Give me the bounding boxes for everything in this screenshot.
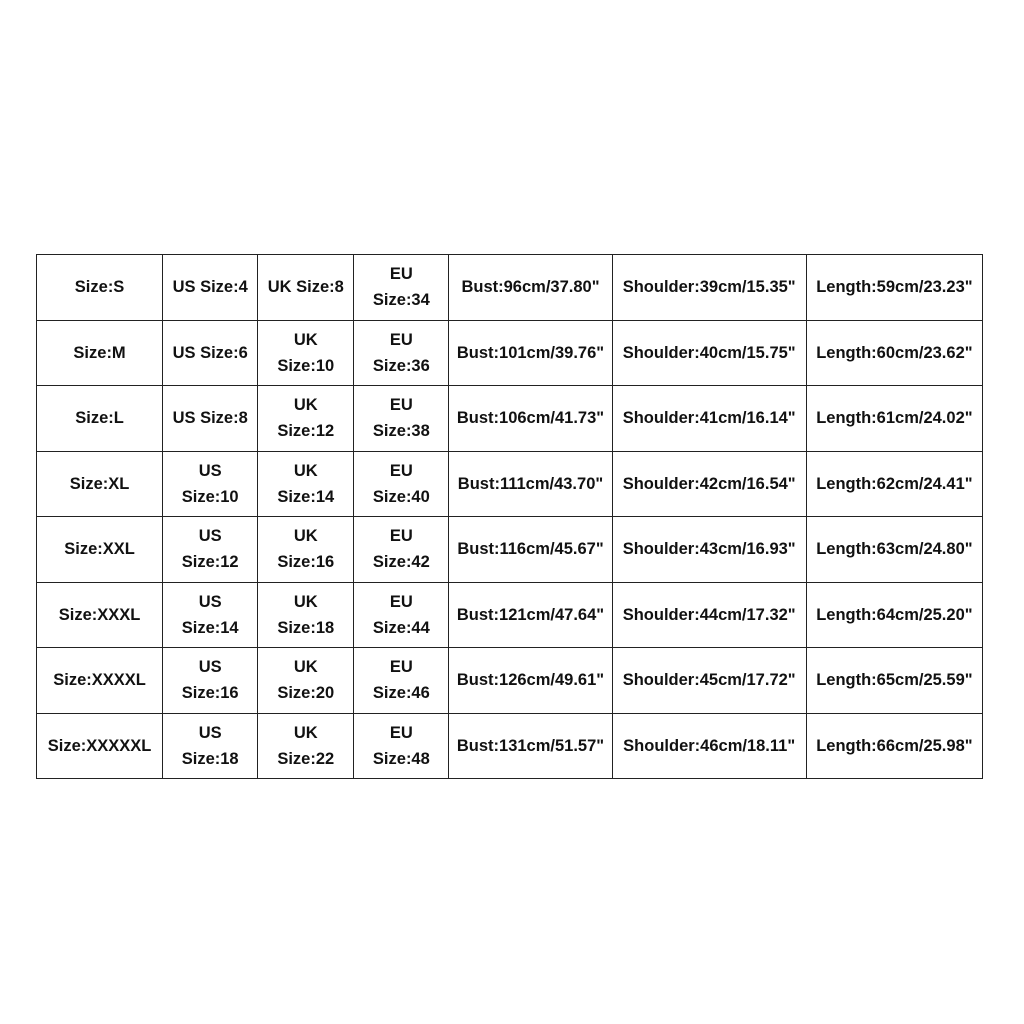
uk-size-label: UK Size:22 [277,723,335,768]
length-label: Length:66cm/25.98" [816,736,973,755]
shoulder-label: Shoulder:41cm/16.14" [622,409,796,428]
shoulder-cell [612,451,806,517]
uk-size-cell [258,451,354,517]
uk-size-label: UK Size:8 [267,278,344,297]
size-label: Size:L [75,409,124,428]
length-cell [806,386,982,452]
shoulder-label: Shoulder:40cm/15.75" [622,343,796,362]
size-cell [37,648,163,714]
size-chart-body [37,255,983,779]
us-size-label: US Size:10 [181,461,239,506]
uk-size-cell [258,320,354,386]
bust-label: Bust:96cm/37.80" [461,278,600,297]
bust-label: Bust:101cm/39.76" [456,343,605,362]
uk-size-cell [258,517,354,583]
table-row [37,648,983,714]
bust-cell [449,582,612,648]
shoulder-label: Shoulder:45cm/17.72" [622,671,796,690]
length-cell [806,255,982,321]
shoulder-cell [612,517,806,583]
eu-size-cell [354,386,449,452]
shoulder-cell [612,255,806,321]
uk-size-cell [258,648,354,714]
size-cell [37,582,163,648]
us-size-cell [163,255,258,321]
shoulder-cell [612,320,806,386]
size-cell [37,320,163,386]
size-cell [37,451,163,517]
shoulder-label: Shoulder:44cm/17.32" [622,605,796,624]
table-row [37,255,983,321]
uk-size-label: UK Size:16 [277,527,335,572]
eu-size-label: EU Size:40 [372,461,430,506]
bust-cell [449,648,612,714]
us-size-cell [163,517,258,583]
eu-size-label: EU Size:48 [372,723,430,768]
uk-size-cell [258,713,354,779]
shoulder-cell [612,386,806,452]
shoulder-label: Shoulder:42cm/16.54" [622,474,796,493]
bust-label: Bust:126cm/49.61" [456,671,605,690]
bust-label: Bust:121cm/47.64" [456,605,605,624]
size-label: Size:XXL [64,540,135,559]
shoulder-label: Shoulder:39cm/15.35" [622,278,796,297]
size-cell [37,386,163,452]
eu-size-label: EU Size:44 [372,592,430,637]
shoulder-label: Shoulder:43cm/16.93" [622,540,796,559]
us-size-cell [163,648,258,714]
size-label: Size:XXXXL [53,671,146,690]
us-size-cell [163,713,258,779]
size-cell [37,517,163,583]
table-row [37,451,983,517]
us-size-label: US Size:12 [181,527,239,572]
us-size-label: US Size:18 [181,723,239,768]
uk-size-label: UK Size:10 [277,330,335,375]
bust-cell [449,517,612,583]
size-label: Size:XXXL [58,605,141,624]
us-size-cell [163,451,258,517]
eu-size-label: EU Size:36 [372,330,430,375]
table-row [37,517,983,583]
bust-cell [449,451,612,517]
length-label: Length:61cm/24.02" [816,409,973,428]
length-label: Length:64cm/25.20" [816,605,973,624]
bust-cell [449,713,612,779]
shoulder-label: Shoulder:46cm/18.11" [623,736,796,755]
table-row [37,386,983,452]
eu-size-label: EU Size:34 [372,265,430,310]
bust-label: Bust:116cm/45.67" [457,540,604,559]
size-label: Size:XXXXXL [47,736,152,755]
size-label: Size:M [73,343,126,362]
length-label: Length:63cm/24.80" [816,540,973,559]
table-row [37,582,983,648]
length-label: Length:62cm/24.41" [816,474,973,493]
length-cell [806,451,982,517]
length-label: Length:59cm/23.23" [816,278,973,297]
length-label: Length:65cm/25.59" [816,671,973,690]
us-size-cell [163,386,258,452]
length-cell [806,517,982,583]
us-size-label: US Size:4 [172,278,248,297]
uk-size-label: UK Size:18 [277,592,335,637]
us-size-cell [163,320,258,386]
table-row [37,713,983,779]
bust-cell [449,386,612,452]
us-size-label: US Size:14 [181,592,239,637]
uk-size-cell [258,255,354,321]
uk-size-label: UK Size:20 [277,658,335,703]
eu-size-cell [354,713,449,779]
eu-size-cell [354,320,449,386]
table-row [37,320,983,386]
uk-size-cell [258,582,354,648]
size-label: Size:XL [69,474,130,493]
eu-size-label: EU Size:42 [372,527,430,572]
us-size-label: US Size:16 [181,658,239,703]
bust-label: Bust:106cm/41.73" [456,409,605,428]
uk-size-label: UK Size:12 [277,396,335,441]
size-cell [37,255,163,321]
bust-label: Bust:111cm/43.70" [457,474,604,493]
shoulder-cell [612,648,806,714]
uk-size-cell [258,386,354,452]
length-cell [806,582,982,648]
eu-size-label: EU Size:46 [372,658,430,703]
length-cell [806,648,982,714]
bust-cell [449,320,612,386]
size-chart-table [36,254,983,779]
us-size-cell [163,582,258,648]
shoulder-cell [612,713,806,779]
eu-size-cell [354,451,449,517]
bust-label: Bust:131cm/51.57" [456,736,605,755]
eu-size-label: EU Size:38 [372,396,430,441]
shoulder-cell [612,582,806,648]
length-label: Length:60cm/23.62" [816,343,973,362]
us-size-label: US Size:6 [172,343,248,362]
eu-size-cell [354,255,449,321]
length-cell [806,320,982,386]
eu-size-cell [354,517,449,583]
uk-size-label: UK Size:14 [277,461,335,506]
size-cell [37,713,163,779]
eu-size-cell [354,648,449,714]
eu-size-cell [354,582,449,648]
size-label: Size:S [74,278,125,297]
us-size-label: US Size:8 [172,409,248,428]
length-cell [806,713,982,779]
bust-cell [449,255,612,321]
